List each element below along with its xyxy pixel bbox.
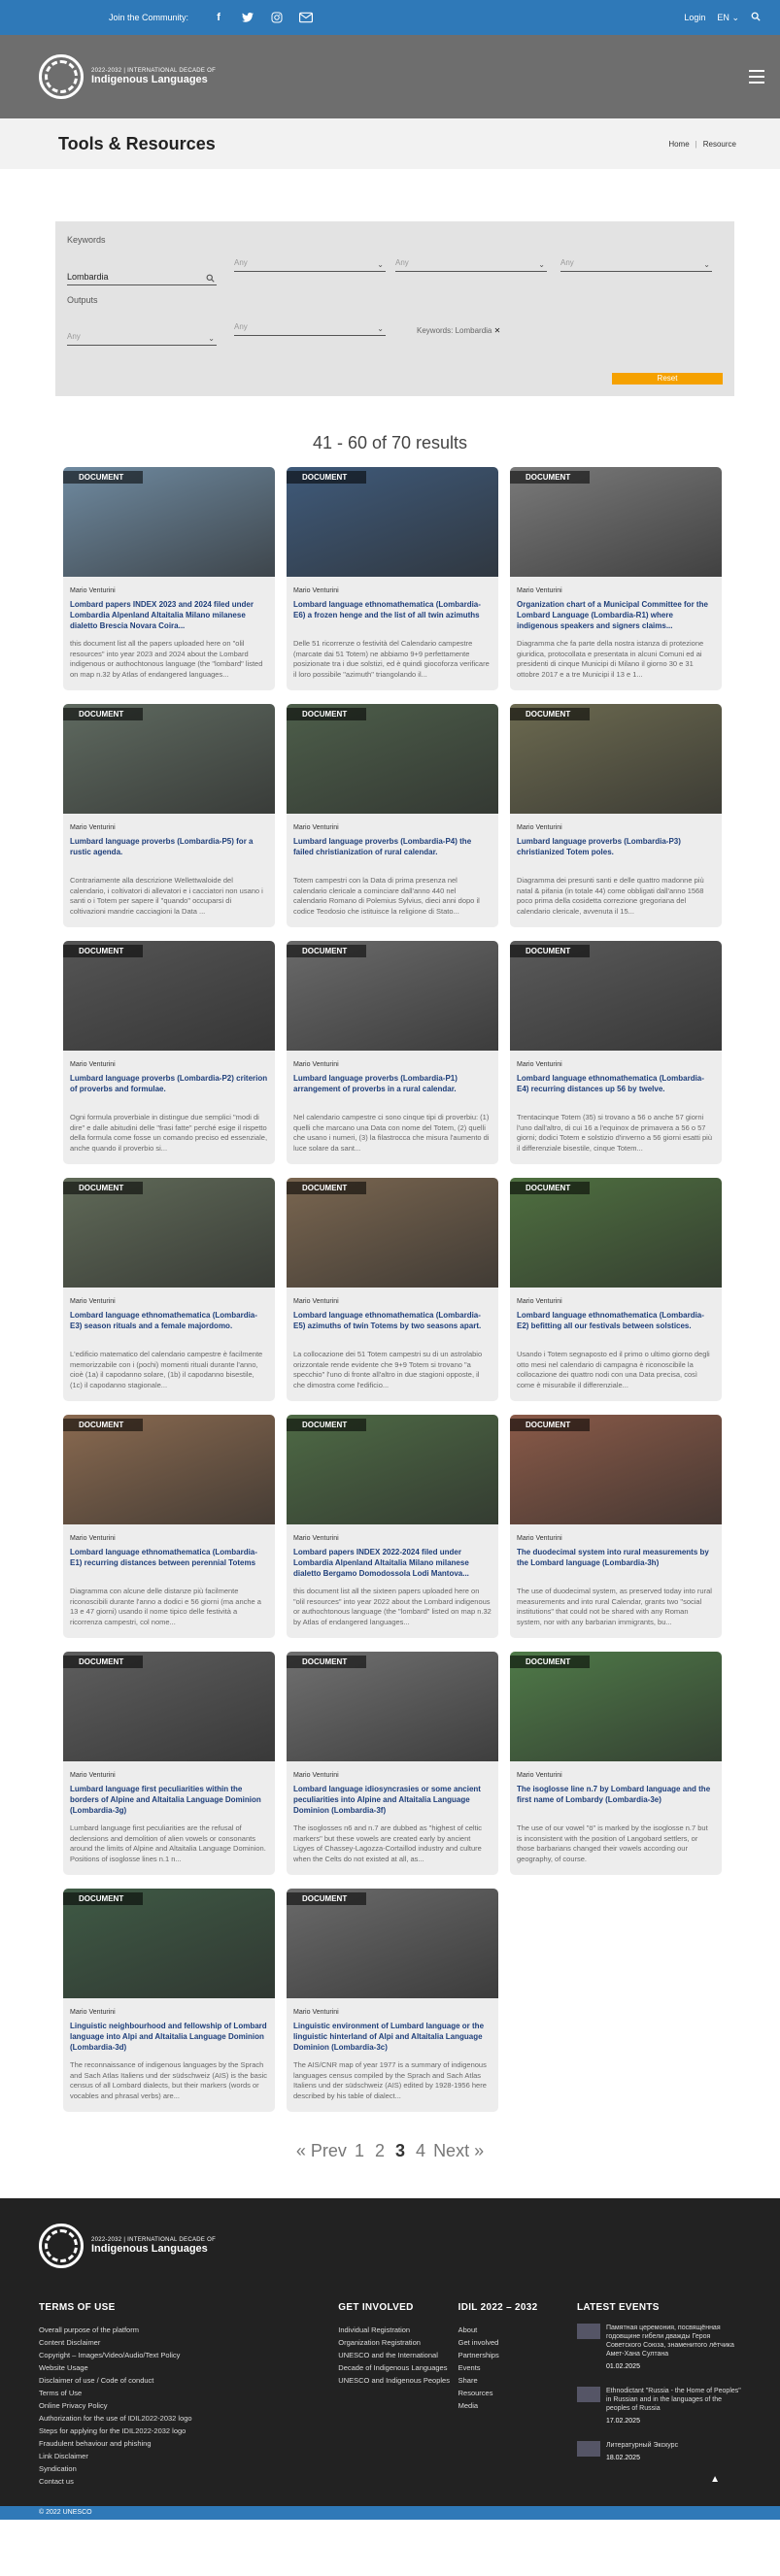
footer-link[interactable]: Copyright – Images/Video/Audio/Text Policy — [39, 2351, 181, 2359]
footer-link[interactable]: Syndication — [39, 2464, 77, 2473]
resource-card[interactable] — [287, 467, 498, 690]
idil-heading: IDIL 2022 – 2032 — [458, 2302, 538, 2313]
footer-link[interactable]: UNESCO and the International Decade of Indigenous Languages — [338, 2351, 448, 2372]
footer-link[interactable]: UNESCO and Indigenous Peoples — [338, 2376, 450, 2385]
document-badge: DOCUMENT — [287, 1892, 366, 1905]
logo-title: Indigenous Languages — [91, 2243, 208, 2255]
card-title[interactable]: Lombard papers INDEX 2022-2024 filed under Lombardia Alpenland Altaitalia Milano milanese dialetto Bergamo Domodossola Lodi Mantova... — [293, 1548, 469, 1578]
footer-link[interactable]: Authorization for the use of IDIL2022-2032 logo — [39, 2414, 192, 2423]
document-badge: DOCUMENT — [287, 1419, 366, 1431]
copyright-text: © 2022 UNESCO — [39, 2509, 92, 2516]
card-author: Mario Venturini — [70, 1061, 116, 1068]
event-date: 18.02.2025 — [605, 2455, 640, 2461]
resource-card[interactable] — [63, 704, 275, 927]
card-image — [63, 941, 275, 1051]
select-value: Any — [234, 322, 248, 331]
footer-link[interactable]: Get involved — [458, 2338, 499, 2347]
filter-select-1[interactable] — [234, 258, 386, 272]
resource-card[interactable] — [63, 1652, 275, 1875]
select-value: Any — [395, 258, 409, 267]
card-excerpt: Nel calendario campestre ci sono cinque tipi di proverbiu: (1) quelli che marcano una Data con nome del Totem, (2) quelli che usano i numeri, (3) la filastrocca che misura l'aumento di luce solare da sant... — [293, 1113, 490, 1153]
footer-link[interactable]: Terms of Use — [39, 2389, 83, 2397]
footer-idil-column — [458, 2301, 577, 2488]
mail-icon[interactable] — [299, 11, 313, 24]
card-title[interactable]: Organization chart of a Municipal Committee for the Lombard Language (Lombardia-R1) where indigenous speakers and signers claims... — [517, 600, 708, 630]
results-grid — [63, 467, 728, 2112]
card-title[interactable]: Lombard language ethnomathematica (Lombardia-E3) season rituals and a female majordomo. — [70, 1311, 257, 1330]
card-author: Mario Venturini — [293, 1061, 339, 1068]
event-item[interactable] — [577, 2441, 741, 2464]
card-image — [287, 941, 498, 1051]
site-logo[interactable] — [39, 54, 216, 99]
chevron-down-icon: ⌄ — [731, 12, 739, 22]
card-excerpt: The AIS/CNR map of year 1977 is a summary of indigenous languages census compiled by the Sprach and Sach Atlas Italiens und der südschweiz (AIS) edited by 1928-1956 here described by his table of dialect... — [293, 2060, 487, 2100]
results-count: 41 - 60 of 70 results — [312, 433, 468, 452]
footer-link[interactable]: Online Privacy Policy — [39, 2401, 108, 2410]
document-badge: DOCUMENT — [287, 1656, 366, 1668]
card-image — [510, 704, 722, 814]
card-image — [287, 704, 498, 814]
chevron-down-icon: ⌄ — [377, 260, 384, 269]
card-author: Mario Venturini — [70, 824, 116, 831]
involved-heading: GET INVOLVED — [338, 2302, 414, 2313]
card-title[interactable]: Lumbard language proverbs (Lombardia-P2) criterion of proverbs and formulae. — [70, 1074, 268, 1093]
back-to-top-icon[interactable]: ▲ — [710, 2474, 720, 2485]
terms-heading: TERMS OF USE — [39, 2302, 116, 2313]
card-image — [63, 704, 275, 814]
keyword-tag-label: Keywords: Lombardia — [417, 326, 492, 335]
keyword-value: Lombardia — [67, 272, 109, 282]
footer-link[interactable]: Events — [458, 2363, 481, 2372]
page-current: 3 — [395, 2141, 406, 2160]
event-title[interactable]: Литературный Экскурс — [605, 2442, 679, 2449]
card-image — [287, 1415, 498, 1524]
card-excerpt: The use of our vowel "ö" is marked by the isoglosse n.7 but is inconsistent with the position of Langobard settlers, or those barbarians changed their vowels according our geography, of course. — [517, 1823, 708, 1863]
document-badge: DOCUMENT — [63, 1656, 143, 1668]
card-excerpt: The reconnaissance of indigenous languages by the Sprach and Sach Atlas Italiens und der südschweiz (AIS) is the basic census of all Lombard dialects, but their markers (words or vocables and phrasal verbs) are... — [70, 2060, 268, 2100]
resource-card[interactable] — [287, 941, 498, 1164]
filter-select-3[interactable] — [560, 258, 712, 272]
card-excerpt: La collocazione dei 51 Totem campestri su di un astrolabio orizzontale rende evidente che 9+9 Totem si trovano "a specchio" l'uno di fronte all'altro in due stagioni opposte, il che dimostra come l'edificio... — [293, 1350, 483, 1389]
language-selector[interactable] — [717, 13, 739, 23]
card-author: Mario Venturini — [293, 2009, 339, 2016]
event-item[interactable] — [577, 2324, 741, 2373]
document-badge: DOCUMENT — [63, 945, 143, 957]
card-excerpt: this document list all the papers uploaded here on "olil resources" into year 2023 and 2024 about the Lombard indigenous or authochtonous language (the "lombard" listed on map n.32 by Atlas of endangered languages... — [70, 639, 263, 679]
breadcrumb: Home | Resource — [668, 139, 736, 149]
card-excerpt: Diagramma che fa parte della nostra istanza di protezione giuridica, protocollata e presentata in alcuni Comuni ed ai presidenti di cinque Municipi di Milano il giorno 30 e 31 ottobre 2017 e a tre Municipi il 13 e 1... — [517, 639, 704, 679]
document-badge: DOCUMENT — [510, 708, 590, 720]
event-date: 01.02.2025 — [605, 2363, 640, 2370]
footer-link[interactable]: Partnerships — [458, 2351, 499, 2359]
resource-card[interactable] — [63, 941, 275, 1164]
card-image — [510, 941, 722, 1051]
card-excerpt: The use of duodecimal system, as preserved today into rural measurements and into rural Calendar, grants two "social institutions" that could not be shared with any Roman system, nor with any barbarian immigrants, bu... — [517, 1587, 712, 1626]
search-icon[interactable] — [206, 274, 215, 284]
card-author: Mario Venturini — [70, 1772, 116, 1779]
card-image — [63, 467, 275, 577]
card-author: Mario Venturini — [293, 1535, 339, 1542]
card-image — [510, 467, 722, 577]
card-excerpt: Contrariamente alla descrizione Wellettwaloide del calendario, i coltivatori di allevatori e i cacciatori non usano i santi o i Totem per sapere il "quando" occuparsi di coltivazioni mandrie cacciagioni la Data ... — [70, 876, 263, 916]
document-badge: DOCUMENT — [63, 1419, 143, 1431]
footer-link[interactable]: Link Disclaimer — [39, 2452, 88, 2460]
hamburger-menu-icon[interactable] — [749, 70, 764, 84]
footer-events-column — [577, 2301, 741, 2488]
join-label: Join the Community: — [109, 13, 189, 22]
page-link-2[interactable]: 2 — [374, 2141, 385, 2160]
instagram-icon[interactable] — [270, 11, 284, 24]
card-author: Mario Venturini — [293, 1772, 339, 1779]
card-excerpt: Diagramma dei presunti santi e delle quattro madonne più natal & pifania (in totale 44) come obbligati dall'anno 1568 poco prima della cosidetta correzione gregoriana del calendario clericale, avvenuta il 15... — [517, 876, 704, 916]
select-value: Any — [560, 258, 574, 267]
document-badge: DOCUMENT — [287, 471, 366, 484]
card-title[interactable]: Lombard language ethnomathematica (Lombardia-E1) recurring distances between perennial Totems — [70, 1548, 257, 1567]
footer-link[interactable]: Fraudulent behaviour and phishing — [39, 2439, 152, 2448]
page-title: Tools & Resources — [58, 133, 216, 153]
document-badge: DOCUMENT — [510, 1182, 590, 1194]
card-title[interactable]: Lombard language ethnomathematica (Lombardia-E2) befitting all our festivals between solstices. — [517, 1311, 704, 1330]
page-title-band — [0, 118, 780, 169]
logo-subtitle: 2022-2032 | INTERNATIONAL DECADE OF — [91, 2237, 217, 2243]
close-icon[interactable]: ✕ — [493, 326, 501, 335]
card-title[interactable]: Linguistic environment of Lumbard language or the linguistic hinterland of Alpi and Altaitalia Language Dominion (Lombardia-3c) — [293, 2022, 485, 2052]
resource-card[interactable] — [510, 1652, 722, 1875]
card-image — [63, 1889, 275, 1998]
resource-card[interactable] — [287, 1178, 498, 1401]
footer-terms-column — [39, 2301, 338, 2488]
card-author: Mario Venturini — [70, 2009, 116, 2016]
card-image — [510, 1415, 722, 1524]
resource-card[interactable] — [510, 1178, 722, 1401]
keyword-input[interactable] — [67, 272, 217, 285]
social-links — [109, 11, 313, 24]
document-badge: DOCUMENT — [287, 708, 366, 720]
card-image — [63, 1178, 275, 1288]
card-title[interactable]: Lumbard language proverbs (Lombardia-P5) for a rustic agenda. — [70, 837, 254, 856]
card-title[interactable]: Lumbard language proverbs (Lombardia-P4) the failed christianization of rural calendar. — [293, 837, 472, 856]
resource-card[interactable] — [287, 1652, 498, 1875]
document-badge: DOCUMENT — [510, 1656, 590, 1668]
breadcrumb-home[interactable]: Home — [668, 139, 690, 149]
chevron-down-icon: ⌄ — [377, 324, 384, 333]
logo-subtitle: 2022-2032 | INTERNATIONAL DECADE OF — [91, 68, 217, 74]
document-badge: DOCUMENT — [287, 1182, 366, 1194]
card-title[interactable]: Linguistic neighbourhood and fellowship of Lombard language into Alpi and Altaitalia Language Dominion (Lombardia-3d) — [70, 2022, 267, 2052]
document-badge: DOCUMENT — [63, 1182, 143, 1194]
card-excerpt: Trentacinque Totem (35) si trovano a 56 o anche 57 giorni l'uno dall'altro, di cui 16 a l'equinox de primavera a 56 o 57 giorni; dodici Totem e solstizio d'inverno a 56 giorni esatti più il differenziale bisestile, cinque Totem... — [517, 1113, 712, 1153]
event-thumbnail — [577, 2441, 600, 2457]
document-badge: DOCUMENT — [510, 1419, 590, 1431]
resource-card[interactable] — [510, 941, 722, 1164]
reset-button[interactable]: Reset — [612, 373, 723, 385]
footer-link[interactable]: Resources — [458, 2389, 493, 2397]
card-title[interactable]: Lumbard language proverbs (Lombardia-P3) christianized Totem poles. — [517, 837, 681, 856]
next-page-link[interactable]: Next » — [433, 2141, 485, 2160]
filter-select-4[interactable] — [234, 322, 386, 336]
site-footer — [0, 2198, 780, 2506]
resource-card[interactable] — [510, 467, 722, 690]
select-value: Any — [67, 332, 81, 341]
card-image — [287, 1178, 498, 1288]
chevron-down-icon: ⌄ — [208, 334, 215, 343]
footer-link[interactable]: Disclaimer of use / Code of conduct — [39, 2376, 154, 2385]
site-header — [0, 35, 780, 118]
event-thumbnail — [577, 2324, 600, 2339]
card-excerpt: Diagramma con alcune delle distanze più facilmente riconoscibili durante l'anno a dodici e 56 giorni (ma anche a 13 e 47 giorni) usando il nome tipico delle festività a ricorrenza campestri, col nome... — [70, 1587, 261, 1626]
footer-link[interactable]: Overall purpose of the platform — [39, 2325, 139, 2334]
event-thumbnail — [577, 2387, 600, 2402]
page-link-1[interactable]: 1 — [354, 2141, 364, 2160]
card-author: Mario Venturini — [517, 1061, 562, 1068]
breadcrumb-current: Resource — [702, 139, 736, 149]
document-badge: DOCUMENT — [63, 708, 143, 720]
keywords-label: Keywords — [67, 235, 106, 245]
pagination — [0, 2141, 780, 2161]
card-excerpt: this document list all the sixteen papers uploaded here on "olil resources" into year 2022 about the Lombard indigenous or authochtonous language (the "lombard" listed on map n.32 by Atlas of endangered languages... — [293, 1587, 492, 1626]
card-excerpt: L'edificio matematico del calendario campestre è facilmente memorizzabile con i (pochi) momenti rituali durante l'anno, cioè (1a) il capodanno solare, (1b) il capodanno bisestile, (1c) il capodanno stagionale... — [70, 1350, 263, 1389]
footer-link[interactable]: Website Usage — [39, 2363, 88, 2372]
active-keyword-tag[interactable] — [417, 326, 500, 335]
outputs-label: Outputs — [67, 295, 98, 305]
outputs-select[interactable] — [67, 332, 217, 346]
card-image — [287, 467, 498, 577]
document-badge: DOCUMENT — [63, 1892, 143, 1905]
logo-emblem-icon — [39, 54, 84, 99]
twitter-icon[interactable] — [241, 11, 254, 24]
card-title[interactable]: Lombard language ethnomathematica (Lombardia-E4) recurring distances up 56 by twelve. — [517, 1074, 704, 1093]
card-excerpt: Totem campestri con la Data di prima presenza nel calendario clericale a cominciare dall'anno 440 nel calendario Romano di Polemius Sylvius, dieci anni dopo il codice Teodosio che istituisce la religione di Stato... — [293, 876, 480, 916]
resource-card[interactable] — [510, 1415, 722, 1638]
footer-link[interactable]: Individual Registration — [338, 2325, 411, 2334]
card-author: Mario Venturini — [517, 824, 562, 831]
card-author: Mario Venturini — [293, 1298, 339, 1305]
top-bar — [0, 0, 780, 35]
footer-link[interactable]: Steps for applying for the IDIL2022-2032 logo — [39, 2426, 187, 2435]
card-author: Mario Venturini — [70, 1535, 116, 1542]
card-title[interactable]: Lumbard language proverbs (Lombardia-P1) arrangement of proverbs in a rural calendar. — [293, 1074, 458, 1093]
footer-link[interactable]: Content Disclaimer — [39, 2338, 101, 2347]
card-title[interactable]: Lumbard language first peculiarities within the borders of Alpine and Altaitalia Language Dominion (Lombardia-3g) — [70, 1785, 261, 1815]
resource-card[interactable] — [63, 467, 275, 690]
resource-card[interactable] — [63, 1415, 275, 1638]
card-author: Mario Venturini — [517, 1772, 562, 1779]
document-badge: DOCUMENT — [510, 945, 590, 957]
footer-link[interactable]: About — [458, 2325, 478, 2334]
card-image — [287, 1889, 498, 1998]
footer-link[interactable]: Contact us — [39, 2477, 74, 2486]
card-author: Mario Venturini — [293, 587, 339, 594]
card-title[interactable]: The duodecimal system into rural measurements by the Lombard language (Lombardia-3h) — [517, 1548, 709, 1567]
card-author: Mario Venturini — [517, 1298, 562, 1305]
card-excerpt: The isoglosses n6 and n.7 are dubbed as "highest of celtic markers" but these vowels are created early by ancient Ligyes of Chassey-Lagozza-Cortaillod industry and culture when the Celts do not existed at all, as... — [293, 1823, 483, 1863]
language-label: EN — [717, 12, 729, 22]
document-badge: DOCUMENT — [287, 945, 366, 957]
card-author: Mario Venturini — [293, 824, 339, 831]
filter-select-2[interactable] — [395, 258, 547, 272]
card-excerpt: Usando i Totem segnaposto ed il primo o ultimo giorno degli otto mesi nel calendario di campagna è riconoscibile la collocazione dei quattro nodi con una Data precisa, così come è misurabile il differenziale... — [517, 1350, 710, 1389]
logo-title: Indigenous Languages — [91, 74, 208, 85]
resource-card[interactable] — [63, 1889, 275, 2112]
card-author: Mario Venturini — [70, 1298, 116, 1305]
card-image — [63, 1415, 275, 1524]
events-heading: LATEST EVENTS — [576, 2302, 660, 2313]
footer-link[interactable]: Media — [458, 2401, 479, 2410]
select-value: Any — [234, 258, 248, 267]
resource-card[interactable] — [510, 704, 722, 927]
copyright-bar — [0, 2506, 780, 2520]
card-excerpt: Lumbard language first peculiarities are the refusal of declensions and demolition of alien vowels or consonants around the limits of Alpine and Altaitalia Language Dominion. Positions of isoglosse lines n.1 n... — [70, 1823, 266, 1863]
document-badge: DOCUMENT — [63, 471, 143, 484]
resource-card[interactable] — [63, 1178, 275, 1401]
event-title[interactable]: Памятная церемония, посвящённая годовщине гибели дважды Героя Советского Союза, знаменитого лётчика Амет-Хана Султана — [605, 2325, 734, 2358]
login-link[interactable]: Login — [684, 13, 706, 22]
card-author: Mario Venturini — [517, 1535, 562, 1542]
chevron-down-icon: ⌄ — [703, 260, 710, 269]
card-excerpt: Delle 51 ricorrenze o festività del Calendario campestre (marcate dai 51 Totem) ne abbiamo 9+9 perfettamente posizionate tra i due solstizi, ed è quindi giocoforza verificare il loro possibile "azimuth" triangolando il... — [293, 639, 490, 679]
card-author: Mario Venturini — [70, 587, 116, 594]
card-title[interactable]: Lombard papers INDEX 2023 and 2024 filed under Lombardia Alpenland Altaitalia Milano milanese dialetto Brescia Novara Coira... — [70, 600, 254, 630]
facebook-icon[interactable]: f — [217, 12, 220, 23]
card-image — [63, 1652, 275, 1761]
logo-emblem-icon — [39, 2224, 84, 2268]
resource-card[interactable] — [287, 1415, 498, 1638]
card-author: Mario Venturini — [517, 587, 562, 594]
top-bar-right — [684, 12, 761, 23]
card-title[interactable]: Lombard language ethnomathematica (Lombardia-E6) a frozen henge and the list of all twin azimuths — [293, 600, 481, 619]
event-date: 17.02.2025 — [605, 2418, 640, 2425]
card-image — [287, 1652, 498, 1761]
card-image — [510, 1178, 722, 1288]
resource-card[interactable] — [287, 1889, 498, 2112]
card-excerpt: Ogni formula proverbiale in distingue due semplici "modi di dire" e dalle abitudini delle "frasi fatte" perché esige il rispetto della formula come fosse un comando preciso ed essenziale, anche quando il proverbio si... — [70, 1113, 268, 1153]
footer-link[interactable]: Organization Registration — [338, 2338, 421, 2347]
prev-page-link[interactable]: « Prev — [295, 2141, 347, 2160]
page-link-4[interactable]: 4 — [416, 2141, 426, 2160]
search-icon[interactable] — [751, 12, 761, 23]
card-title[interactable]: Lombard language ethnomathematica (Lombardia-E5) azimuths of twin Totems by two seasons apart. — [293, 1311, 482, 1330]
card-title[interactable]: The isoglosse line n.7 by Lombard language and the first name of Lombardy (Lombardia-3e) — [517, 1785, 711, 1804]
footer-link[interactable]: Share — [458, 2376, 478, 2385]
document-badge: DOCUMENT — [510, 471, 590, 484]
resource-card[interactable] — [287, 704, 498, 927]
card-title[interactable]: Lombard language idiosyncrasies or some ancient peculiarities into Alpine and Altaitalia Language Dominion (Lombardia-3f) — [293, 1785, 481, 1815]
footer-logo[interactable] — [39, 2224, 741, 2268]
card-image — [510, 1652, 722, 1761]
event-item[interactable] — [577, 2387, 741, 2427]
filter-panel — [55, 221, 734, 396]
event-title[interactable]: Ethnodictant "Russia - the Home of Peoples" in Russian and in the languages of the peoples of Russia — [605, 2388, 741, 2412]
chevron-down-icon: ⌄ — [538, 260, 545, 269]
footer-involved-column — [338, 2301, 458, 2488]
